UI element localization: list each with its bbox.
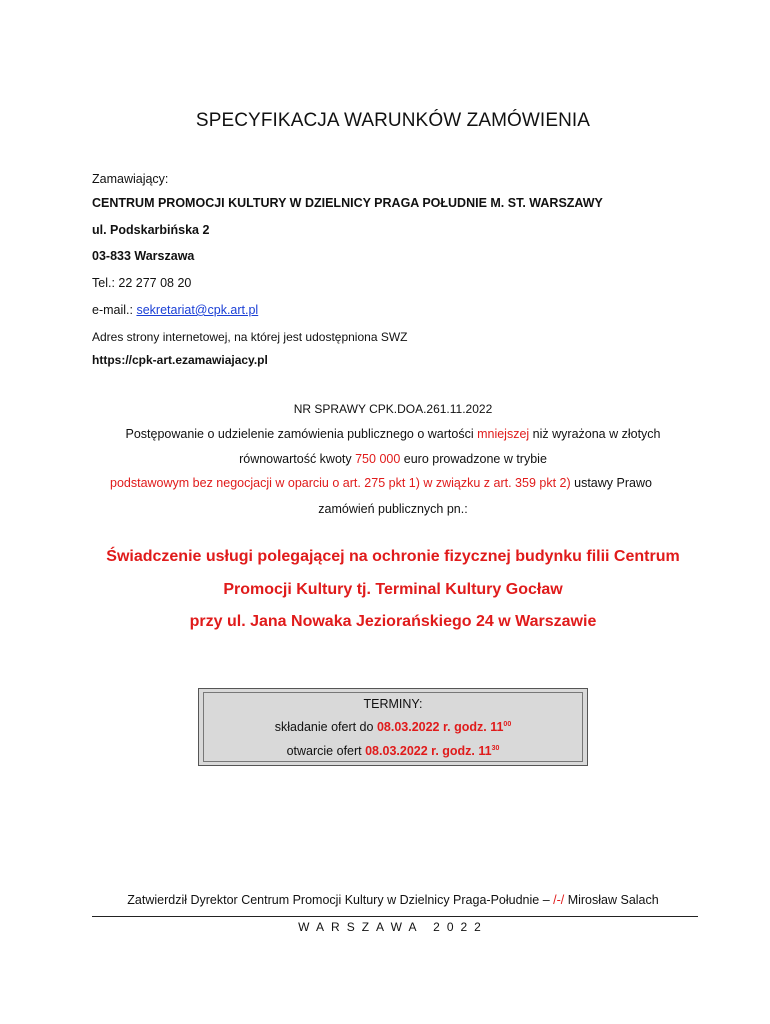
submit-date: 08.03.2022 r. godz. 11 xyxy=(376,720,504,734)
text-span: Postępowanie o udzielenie zamówienia publicznego o wartości xyxy=(125,427,478,441)
highlight-span: 750 000 xyxy=(355,452,401,466)
text-span: ustawy Prawo xyxy=(570,476,652,490)
ordering-tel: Tel.: 22 277 08 20 xyxy=(92,276,192,290)
ordering-email-row xyxy=(92,303,258,317)
text-span: niż wyrażona w złotych xyxy=(529,427,661,441)
subject-line-3: przy ul. Jana Nowaka Jeziorańskiego 24 w Warszawie xyxy=(189,613,597,630)
email-label: e-mail.: xyxy=(92,303,137,317)
text-span: Mirosław Salach xyxy=(564,893,659,907)
deadlines-box-inner xyxy=(203,692,583,762)
case-paragraph-line-2 xyxy=(0,452,770,466)
website-label: Adres strony internetowej, na której jest udostępniona SWZ xyxy=(92,330,408,344)
deadlines-box xyxy=(198,688,588,766)
text-span: otwarcie ofert xyxy=(286,744,366,758)
text-span: składanie ofert do xyxy=(274,720,377,734)
website-url[interactable]: https://cpk-art.ezamawiajacy.pl xyxy=(92,353,268,367)
subject-line-1: Świadczenie usługi polegającej na ochronie fizycznej budynku filii Centrum xyxy=(106,548,680,565)
text-span: równowartość kwoty xyxy=(239,452,356,466)
case-paragraph-line-3 xyxy=(110,476,652,490)
case-paragraph-line-4: zamówień publicznych pn.: xyxy=(318,502,468,516)
text-span: Zatwierdził Dyrektor Centrum Promocji Kultury w Dzielnicy Praga-Południe – xyxy=(127,893,554,907)
footer-divider xyxy=(92,916,698,917)
city-year: WARSZAWA 2022 xyxy=(298,920,488,934)
deadlines-heading: TERMINY: xyxy=(363,697,423,711)
subject-line-2: Promocji Kultury tj. Terminal Kultury Gocław xyxy=(223,581,563,598)
ordering-name: CENTRUM PROMOCJI KULTURY W DZIELNICY PRAGA POŁUDNIE M. ST. WARSZAWY xyxy=(92,196,603,210)
case-paragraph-line-1 xyxy=(0,427,770,441)
open-minutes: 30 xyxy=(491,744,500,752)
ordering-label: Zamawiający: xyxy=(92,172,169,186)
approval-line xyxy=(0,893,770,907)
highlight-span: podstawowym bez negocjacji w oparciu o art. 275 pkt 1) w związku z art. 359 pkt 2) xyxy=(110,476,571,490)
submit-minutes: 00 xyxy=(503,720,512,728)
ordering-postal: 03-833 Warszawa xyxy=(92,249,195,263)
highlight-span: mniejszej xyxy=(477,427,530,441)
case-number: NR SPRAWY CPK.DOA.261.11.2022 xyxy=(293,402,493,416)
signature-mark: /-/ xyxy=(553,893,565,907)
ordering-street: ul. Podskarbińska 2 xyxy=(92,223,210,237)
open-date: 08.03.2022 r. godz. 11 xyxy=(365,744,492,758)
deadline-open xyxy=(204,744,582,758)
deadline-submit xyxy=(204,720,582,734)
email-link[interactable]: sekretariat@cpk.art.pl xyxy=(136,303,259,317)
text-span: euro prowadzone w trybie xyxy=(400,452,547,466)
document-title: SPECYFIKACJA WARUNKÓW ZAMÓWIENIA xyxy=(195,110,591,131)
